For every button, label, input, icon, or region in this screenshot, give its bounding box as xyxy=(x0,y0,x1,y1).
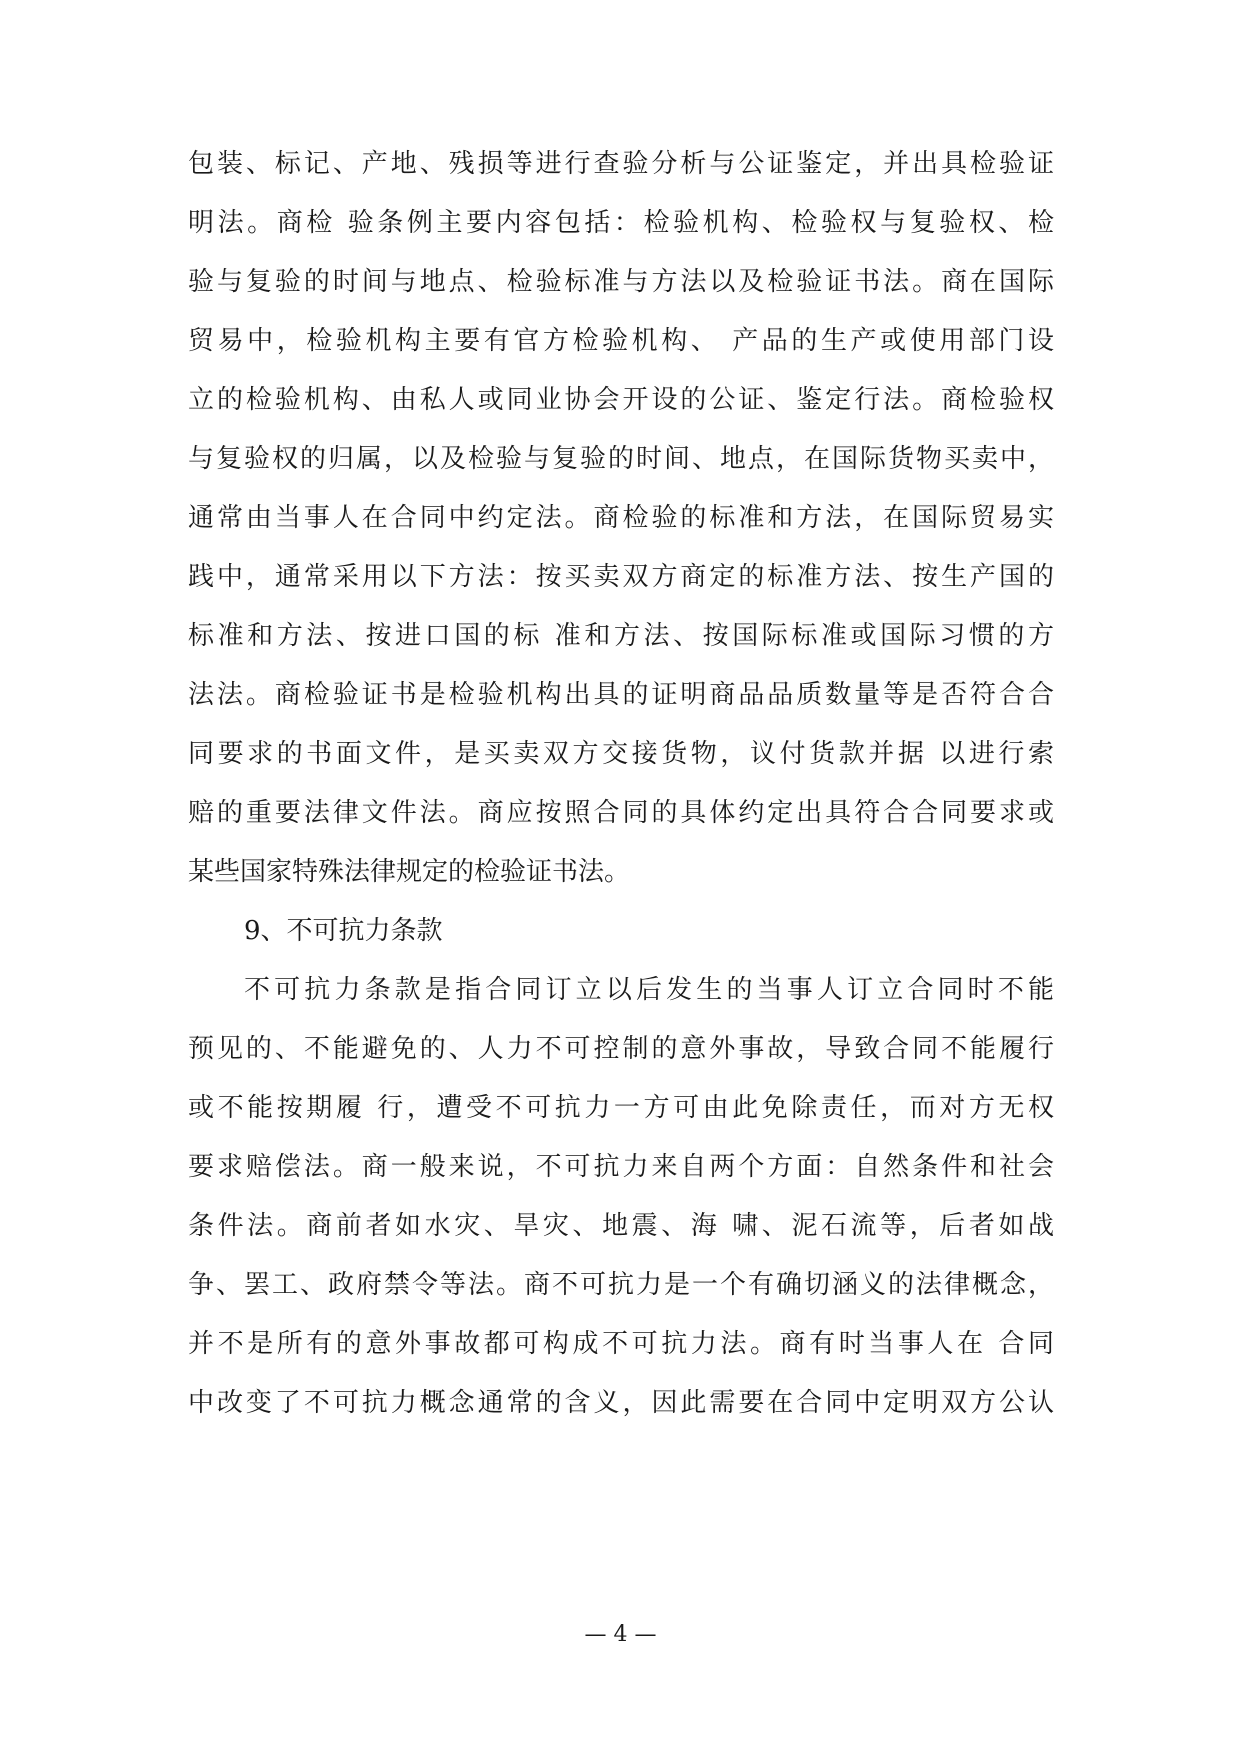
paragraph-line: 包装、标记、产地、残损等进行查验分析与公证鉴定，并出具检验证 xyxy=(188,149,1054,179)
paragraph-line: 与复验权的归属，以及检验与复验的时间、地点，在国际货物买卖中， xyxy=(188,444,1054,474)
paragraph-line: 标准和方法、按进口国的标 准和方法、按国际标准或国际习惯的方 xyxy=(188,621,1054,651)
paragraph-line: 法法。商检验证书是检验机构出具的证明商品品质数量等是否符合合 xyxy=(188,680,1054,710)
paragraph-line: 验与复验的时间与地点、检验标准与方法以及检验证书法。商在国际 xyxy=(188,267,1054,297)
paragraph-line: 条件法。商前者如水灾、旱灾、地震、海 啸、泥石流等，后者如战 xyxy=(188,1211,1054,1241)
paragraph-line: 贸易中，检验机构主要有官方检验机构、 产品的生产或使用部门设 xyxy=(188,326,1054,356)
paragraph-line: 立的检验机构、由私人或同业协会开设的公证、鉴定行法。商检验权 xyxy=(188,385,1054,415)
paragraph-line: 赔的重要法律文件法。商应按照合同的具体约定出具符合合同要求或 xyxy=(188,798,1054,828)
paragraph-line: 通常由当事人在合同中约定法。商检验的标准和方法，在国际贸易实 xyxy=(188,503,1054,533)
paragraph-line: 或不能按期履 行，遭受不可抗力一方可由此免除责任，而对方无权 xyxy=(188,1093,1054,1123)
section-heading: 9、不可抗力条款 xyxy=(244,916,443,946)
paragraph-line: 争、罢工、政府禁令等法。商不可抗力是一个有确切涵义的法律概念， xyxy=(188,1270,1054,1300)
paragraph-line: 并不是所有的意外事故都可构成不可抗力法。商有时当事人在 合同 xyxy=(188,1329,1054,1359)
paragraph-line: 明法。商检 验条例主要内容包括：检验机构、检验权与复验权、检 xyxy=(188,208,1054,238)
paragraph-inspection xyxy=(188,135,1054,1433)
paragraph-line: 某些国家特殊法律规定的检验证书法。 xyxy=(188,857,631,887)
paragraph-line: 要求赔偿法。商一般来说，不可抗力来自两个方面：自然条件和社会 xyxy=(188,1152,1054,1182)
paragraph-line: 践中，通常采用以下方法：按买卖双方商定的标准方法、按生产国的 xyxy=(188,562,1054,592)
paragraph-line: 不可抗力条款是指合同订立以后发生的当事人订立合同时不能 xyxy=(244,975,1054,1005)
paragraph-line: 中改变了不可抗力概念通常的含义，因此需要在合同中定明双方公认 xyxy=(188,1388,1054,1418)
page-number: — 4 — xyxy=(584,1622,657,1647)
paragraph-line: 预见的、不能避免的、人力不可控制的意外事故，导致合同不能履行 xyxy=(188,1034,1054,1064)
paragraph-line: 同要求的书面文件，是买卖双方交接货物，议付货款并据 以进行索 xyxy=(188,739,1054,769)
